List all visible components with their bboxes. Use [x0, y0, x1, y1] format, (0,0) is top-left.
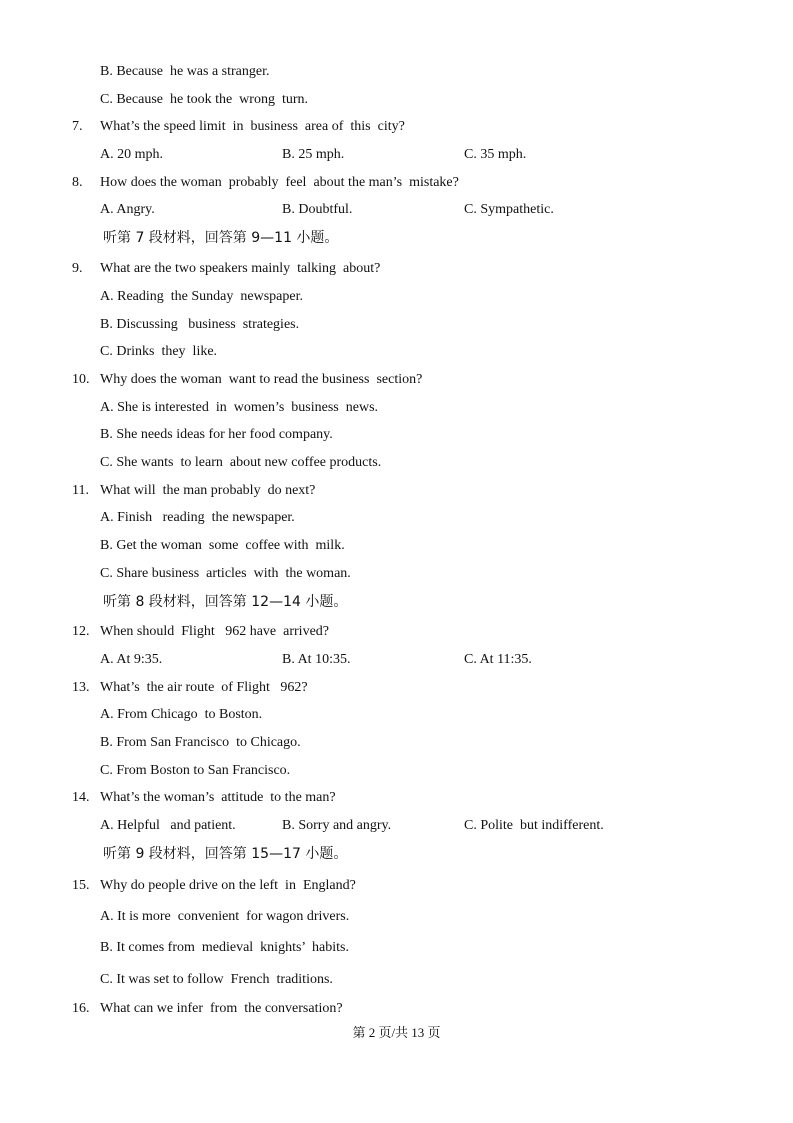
q15-number: 15. — [72, 878, 90, 893]
q15-text: Why do people drive on the left in England? — [100, 878, 356, 893]
q10-option-c: C. She wants to learn about new coffee products. — [100, 455, 382, 470]
q8-number: 8. — [72, 175, 83, 190]
q12-number: 12. — [72, 624, 90, 639]
q9-number: 9. — [72, 261, 83, 276]
q16-text: What can we infer from the conversation? — [100, 1001, 343, 1016]
q11-number: 11. — [72, 483, 89, 498]
page-footer: 第 2 页/共 13 页 — [352, 1025, 441, 1040]
q13-text: What’s the air route of Flight 962? — [100, 680, 308, 695]
q15-option-b: B. It comes from medieval knights’ habits. — [100, 940, 349, 955]
q13-number: 13. — [72, 680, 90, 695]
q14-option-c: C. Polite but indifferent. — [464, 818, 604, 833]
q14-number: 14. — [72, 790, 90, 805]
q9-option-a: A. Reading the Sunday newspaper. — [100, 289, 303, 304]
q13-option-a: A. From Chicago to Boston. — [100, 707, 263, 722]
q7-option-b: B. 25 mph. — [282, 147, 345, 162]
q10-option-a: A. She is interested in women’s business news. — [100, 400, 379, 415]
q6-option-c: C. Because he took the wrong turn. — [100, 92, 309, 107]
q11-option-b: B. Get the woman some coffee with milk. — [100, 538, 345, 553]
q13-option-b: B. From San Francisco to Chicago. — [100, 735, 301, 750]
section-9-heading: 听第 9 段材料，回答第 15—17 小题。 — [103, 846, 348, 862]
q10-number: 10. — [72, 372, 90, 387]
q10-option-b: B. She needs ideas for her food company. — [100, 427, 333, 442]
q12-text: When should Flight 962 have arrived? — [100, 624, 330, 639]
q10-text: Why does the woman want to read the business section? — [100, 372, 423, 387]
q15-option-c: C. It was set to follow French traditions. — [100, 972, 333, 987]
q16-number: 16. — [72, 1001, 90, 1016]
q12-option-c: C. At 11:35. — [464, 652, 532, 667]
q7-option-c: C. 35 mph. — [464, 147, 527, 162]
q11-text: What will the man probably do next? — [100, 483, 316, 498]
q8-option-a: A. Angry. — [100, 202, 155, 217]
q11-option-a: A. Finish reading the newspaper. — [100, 510, 295, 525]
q6-option-b: B. Because he was a stranger. — [100, 64, 270, 79]
q11-option-c: C. Share business articles with the woman. — [100, 566, 351, 581]
q12-option-a: A. At 9:35. — [100, 652, 163, 667]
q9-option-c: C. Drinks they like. — [100, 344, 218, 359]
q12-option-b: B. At 10:35. — [282, 652, 351, 667]
q8-option-c: C. Sympathetic. — [464, 202, 554, 217]
q7-text: What’s the speed limit in business area of this city? — [100, 119, 405, 134]
q8-text: How does the woman probably feel about the man’s mistake? — [100, 175, 459, 190]
q15-option-a: A. It is more convenient for wagon drivers. — [100, 909, 350, 924]
q8-option-b: B. Doubtful. — [282, 202, 353, 217]
q13-option-c: C. From Boston to San Francisco. — [100, 763, 291, 778]
section-8-heading: 听第 8 段材料，回答第 12—14 小题。 — [103, 594, 348, 610]
q9-text: What are the two speakers mainly talking about? — [100, 261, 381, 276]
q9-option-b: B. Discussing business strategies. — [100, 317, 300, 332]
q14-option-b: B. Sorry and angry. — [282, 818, 392, 833]
q7-number: 7. — [72, 119, 83, 134]
section-7-heading: 听第 7 段材料，回答第 9—11 小题。 — [103, 230, 339, 246]
q7-option-a: A. 20 mph. — [100, 147, 163, 162]
q14-text: What’s the woman’s attitude to the man? — [100, 790, 336, 805]
q14-option-a: A. Helpful and patient. — [100, 818, 236, 833]
